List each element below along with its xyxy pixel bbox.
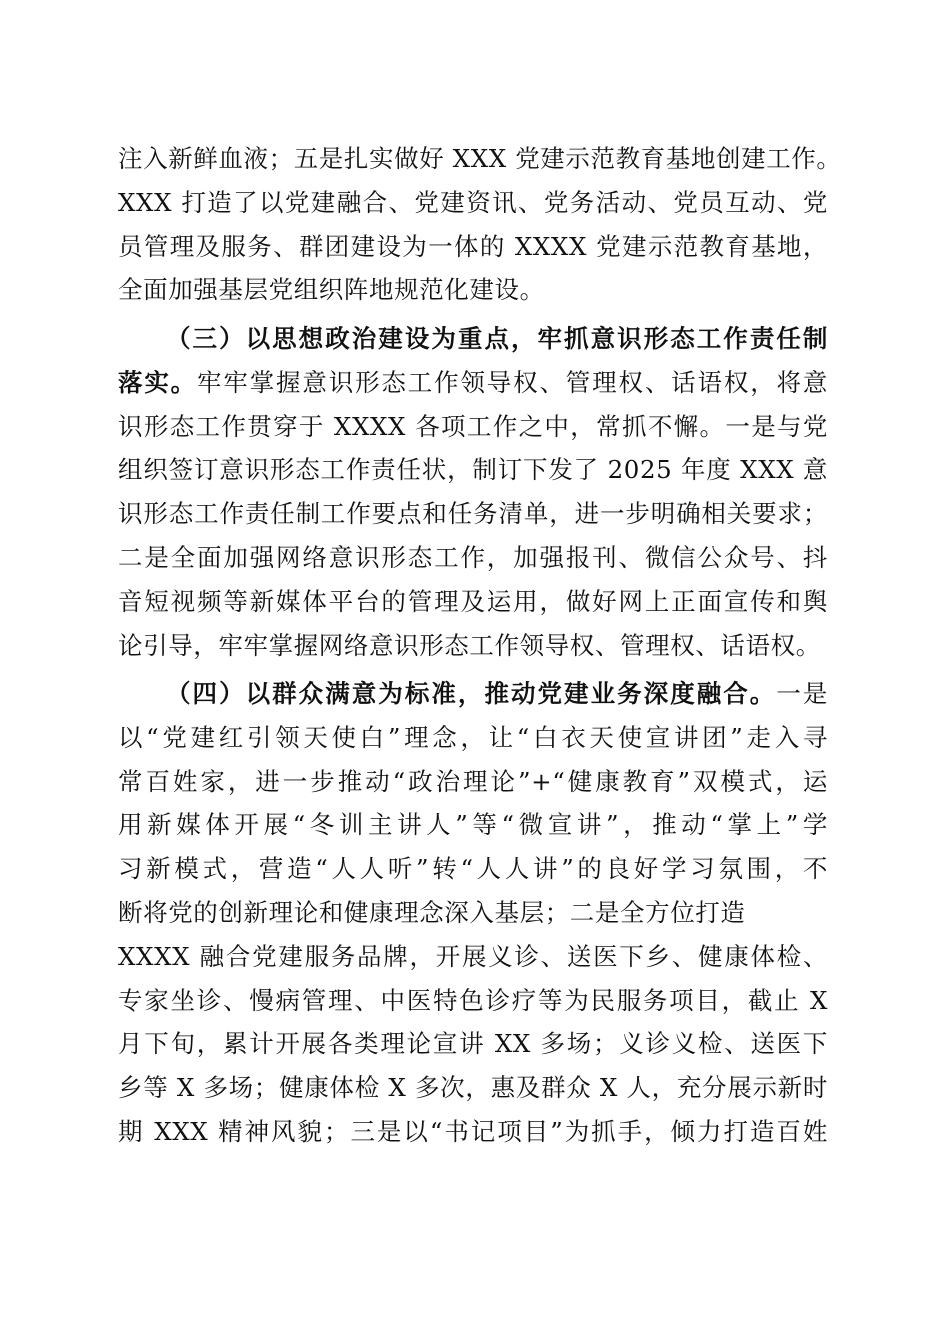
- paragraph-section-four: [118, 672, 828, 1154]
- paragraph-section-three: [118, 317, 828, 667]
- text-line: [118, 672, 828, 716]
- text-line: 注入新鲜血液；五是扎实做好 XXX 党建示范教育基地创建工作。: [118, 144, 842, 173]
- section-four-text: 一是: [776, 679, 828, 708]
- text-line: 二是全面加强网络意识形态工作，加强报刊、微信公众号、抖: [118, 542, 828, 572]
- text-line: XXX 打造了以党建融合、党建资讯、党务活动、党员互动、党: [118, 187, 828, 217]
- text-line: 专家坐诊、慢病管理、中医特色诊疗等为民服务项目，截止 X: [118, 985, 828, 1015]
- text-line: 员管理及服务、群团建设为一体的 XXXX 党建示范教育基地，: [118, 231, 828, 261]
- text-line: 识形态工作责任制工作要点和任务清单，进一步明确相关要求；: [118, 499, 828, 529]
- section-four-heading: （四）以群众满意为标准，推动党建业务深度融合。: [166, 679, 777, 708]
- section-three-heading-end: 落实。: [118, 367, 198, 397]
- text-line: 乡等 X 多场；健康体检 X 多次，惠及群众 X 人，充分展示新时: [118, 1073, 828, 1103]
- text-line: 习新模式，营造“人人听”转“人人讲”的良好学习氛围，不: [118, 854, 828, 884]
- text-line: 以“党建红引领天使白”理念，让“白衣天使宣讲团”走入寻: [118, 722, 828, 752]
- section-three-text: 牢牢掌握意识形态工作领导权、管理权、话语权，将意: [197, 367, 828, 397]
- text-line: XXXX 融合党建服务品牌，开展义诊、送医下乡、健康体检、: [118, 941, 828, 971]
- text-line: 用新媒体开展“冬训主讲人”等“微宣讲”，推动“掌上”学: [118, 810, 828, 840]
- text-line: 断将党的创新理论和健康理念深入基层；二是全方位打造: [118, 897, 746, 927]
- text-line: 音短视频等新媒体平台的管理及运用，做好网上正面宣传和舆: [118, 586, 828, 616]
- paragraph-continuation: [118, 137, 842, 312]
- section-three-heading: （三）以思想政治建设为重点，牢抓意识形态工作责任制: [166, 324, 828, 353]
- text-line: 月下旬，累计开展各类理论宣讲 XX 多场；义诊义检、送医下: [118, 1029, 828, 1059]
- text-line: 期 XXX 精神风貌；三是以“书记项目”为抓手，倾力打造百姓: [118, 1116, 828, 1146]
- text-line: [118, 361, 828, 405]
- text-line: 全面加强基层党组织阵地规范化建设。: [118, 275, 545, 305]
- text-line: 识形态工作贯穿于 XXXX 各项工作之中，常抓不懈。一是与党: [118, 411, 828, 441]
- text-line: 组织签订意识形态工作责任状，制订下发了 2025 年度 XXX 意: [118, 455, 828, 485]
- text-line: 论引导，牢牢掌握网络意识形态工作领导权、管理权、话语权。: [118, 630, 821, 660]
- text-line: 常百姓家，进一步推动“政治理论”+“健康教育”双模式，运: [118, 766, 828, 796]
